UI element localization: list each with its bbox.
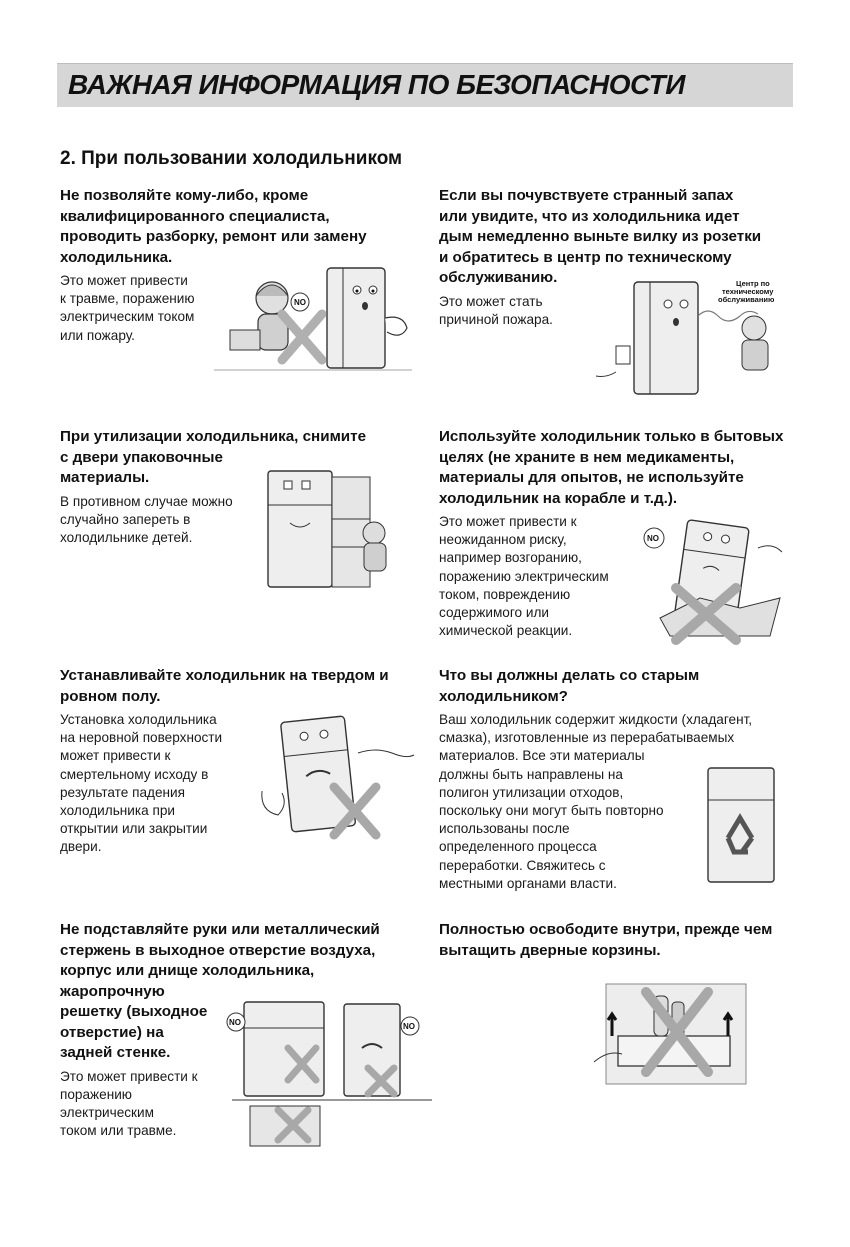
block-body: В противном случае можно случайно запереть в холодильнике детей.	[60, 493, 233, 545]
illustration-household-use	[640, 518, 795, 648]
illustration-recycle	[704, 766, 779, 886]
service-center-label-1: Центр по	[736, 279, 770, 288]
block-heading: Не подставляйте руки или металлический стержень в выходное отверстие воздуха, корпус или днище холодильника, жаропрочную решетку (выходное отверстие) на задней стенке.	[60, 921, 380, 1061]
service-center-label-3: обслуживанию	[718, 295, 775, 304]
block-heading: Используйте холодильник только в бытовых целях (не храните в нем медикаменты, материалы для опытов, не используйте холодильник на корабле и т.д.).	[439, 428, 784, 507]
no-sign-text: NO	[403, 1022, 415, 1031]
page-title: ВАЖНАЯ ИНФОРМАЦИЯ ПО БЕЗОПАСНОСТИ	[68, 69, 685, 100]
illustration-air-outlet	[218, 998, 438, 1148]
illustration-uneven-floor	[258, 713, 423, 843]
block-heading: При утилизации холодильника, снимите с двери упаковочные материалы.	[60, 428, 367, 486]
block-body: Это может привести к поражению электрическим током или травме.	[60, 1068, 198, 1139]
block-body: Установка холодильника на неровной поверхности может привести к смертельному исходу в результате падения холодильника при открытии или закрытии двери.	[60, 712, 223, 855]
block-body: Это может привести к неожиданном риску, например возгоранию, поражению электрическим током, повреждению содержимого или химической реакции.	[439, 514, 609, 639]
block-body: Это может привести к травме, поражению электрическим током или пожару.	[60, 273, 195, 343]
block-heading: Если вы почувствуете странный запах или увидите, что из холодильника идет дым немедленно выньте вилку из розетки и обратитесь в центр по техническому обслуживанию.	[439, 187, 762, 286]
illustration-repair	[212, 258, 412, 383]
block-heading: Что вы должны делать со старым холодильником?	[439, 667, 700, 705]
no-sign-text: NO	[229, 1018, 241, 1027]
safety-block-door-baskets	[439, 920, 772, 961]
block-body: Это может стать причиной пожара.	[439, 293, 553, 327]
block-heading: Полностью освободите внутри, прежде чем вытащить дверные корзины.	[439, 921, 773, 959]
illustration-door-basket	[590, 982, 760, 1086]
section-title: 2. При пользовании холодильником	[60, 148, 403, 169]
no-sign-text: NO	[294, 298, 306, 307]
illustration-child-in-fridge	[262, 467, 412, 592]
block-body: Ваш холодильник содержит жидкости (хладагент, смазка), изготовленные из перерабатываемых материалов. Все эти материалы должны быть направлены на полигон утилизации отходов, поскольку они могут быть повторно использованы после определенного процесса переработки. Свяжитесь с местными органами власти.	[439, 712, 753, 891]
service-center-label-2: техническому	[722, 287, 774, 296]
illustration-smoke	[586, 276, 796, 396]
no-sign-text: NO	[647, 534, 659, 543]
block-heading: Устанавливайте холодильник на твердом и ровном полу.	[60, 667, 389, 705]
block-heading: Не позволяйте кому-либо, кроме квалифицированного специалиста, проводить разборку, ремонт или замену холодильника.	[60, 187, 367, 266]
